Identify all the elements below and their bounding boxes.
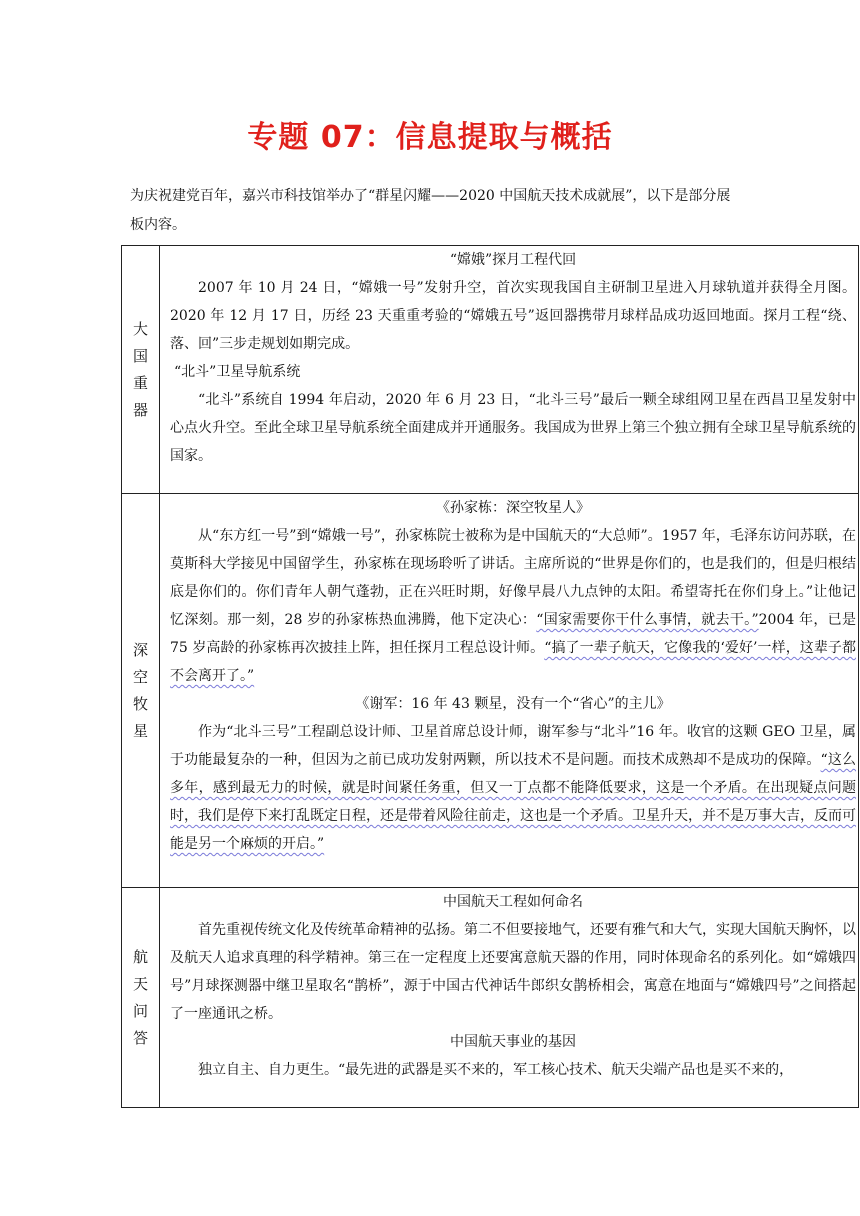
intro-paragraph: 为庆祝建党百年，嘉兴市科技馆举办了“群星闪耀——2020 中国航天技术成就展”，以下是部分展板内容。 (130, 188, 731, 233)
section-label-cell (122, 888, 160, 1108)
block-subtitle: 《孙家栋：深空牧星人》 (436, 500, 590, 516)
section-label: 航天问答 (132, 947, 148, 1047)
block-paragraph (170, 718, 856, 858)
block-subtitle: “北斗”卫星导航系统 (174, 364, 301, 380)
block-paragraph: 首先重视传统文化及传统革命精神的弘扬。第二不但要接地气，还要有雅气和大气，实现大国航天胸怀，以及航天人追求真理的科学精神。第三在一定程度上还要寓意航天器的作用，同时体现命名的系列化。如“嫦娥四号”月球探测器中继卫星取名“鹊桥”，源于中国古代神话牛郎织女鹊桥相会，寓意在地面与“嫦娥四号”之间搭起了一座通讯之桥。 (170, 922, 856, 1022)
paragraph-text: 从“东方红一号”到“嫦娥一号”，孙家栋院士被称为是中国航天的“大总师”。1957 年，毛泽东访问苏联，在莫斯科大学接见中国留学生，孙家栋在现场聆听了讲话。主席所说的“世界是你们的，也是我们的，但是归根结底是你们的。你们青年人朝气蓬勃，正在兴旺时期，好像早晨八九点钟的太阳。希望寄托在你们身上。”让他记忆深刻。那一刻，28 岁的孙家栋热血沸腾，他下定决心： (170, 528, 856, 628)
section-label: 深空牧星 (132, 640, 148, 740)
table-row (122, 494, 859, 888)
quoted-highlight: “搞了一辈子航天，它像我的‘爱好’一样，这辈子都不会离开了。” (170, 640, 856, 684)
section-content (160, 246, 859, 494)
block-subtitle: 中国航天工程如何命名 (443, 894, 583, 910)
section-label: 大国重器 (132, 319, 148, 419)
section-content (160, 888, 859, 1108)
page-title: 专题 07：信息提取与概括 (247, 120, 613, 155)
quoted-highlight: “这么多年，感到最无力的时候，就是时间紧任务重，但又一丁点都不能降低要求，这是一个矛盾。在出现疑点问题时，我们是停下来打乱既定日程，还是带着风险往前走，这也是一个矛盾。卫星升天，并不是万事大吉，反而可能是另一个麻烦的开启。” (170, 752, 856, 852)
paragraph-text: 2004 年，已是 75 岁高龄的孙家栋再次披挂上阵，担任探月工程总设计师。 (170, 612, 856, 656)
block-paragraph: 2007 年 10 月 24 日，“嫦娥一号”发射升空，首次实现我国自主研制卫星进入月球轨道并获得全月图。2020 年 12 月 17 日，历经 23 天重重考验的“嫦娥五号”返回器携带月球样品成功返回地面。探月工程“绕、落、回”三步走规划如期完成。 (170, 280, 856, 352)
table-row (122, 246, 859, 494)
block-subtitle: 《谢军：16 年 43 颗星，没有一个“省心”的主儿》 (355, 696, 671, 712)
block-subtitle: “嫦娥”探月工程代回 (449, 252, 577, 268)
section-label-cell (122, 246, 160, 494)
block-paragraph: 独立自主、自力更生。“最先进的武器是买不来的，军工核心技术、航天尖端产品也是买不来的， (198, 1062, 794, 1078)
block-subtitle: 中国航天事业的基因 (450, 1034, 576, 1050)
section-label-cell (122, 494, 160, 888)
table-row (122, 888, 859, 1108)
block-paragraph: “北斗”系统自 1994 年启动，2020 年 6 月 23 日，“北斗三号”最后一颗全球组网卫星在西昌卫星发射中心点火升空。至此全球卫星导航系统全面建成并开通服务。我国成为世界上第三个独立拥有全球卫星导航系统的国家。 (170, 392, 856, 464)
paragraph-text: 作为“北斗三号”工程副总设计师、卫星首席总设计师，谢军参与“北斗”16 年。收官的这颗 GEO 卫星，属于功能最复杂的一种，但因为之前已成功发射两颗，所以技术不是问题。而技术成熟却不是成功的保障。 (170, 724, 856, 768)
block-paragraph (170, 522, 856, 690)
quoted-highlight: “国家需要你干什么事情，就去干。” (536, 612, 759, 628)
section-content (160, 494, 859, 888)
exhibit-board-table (121, 245, 859, 1108)
